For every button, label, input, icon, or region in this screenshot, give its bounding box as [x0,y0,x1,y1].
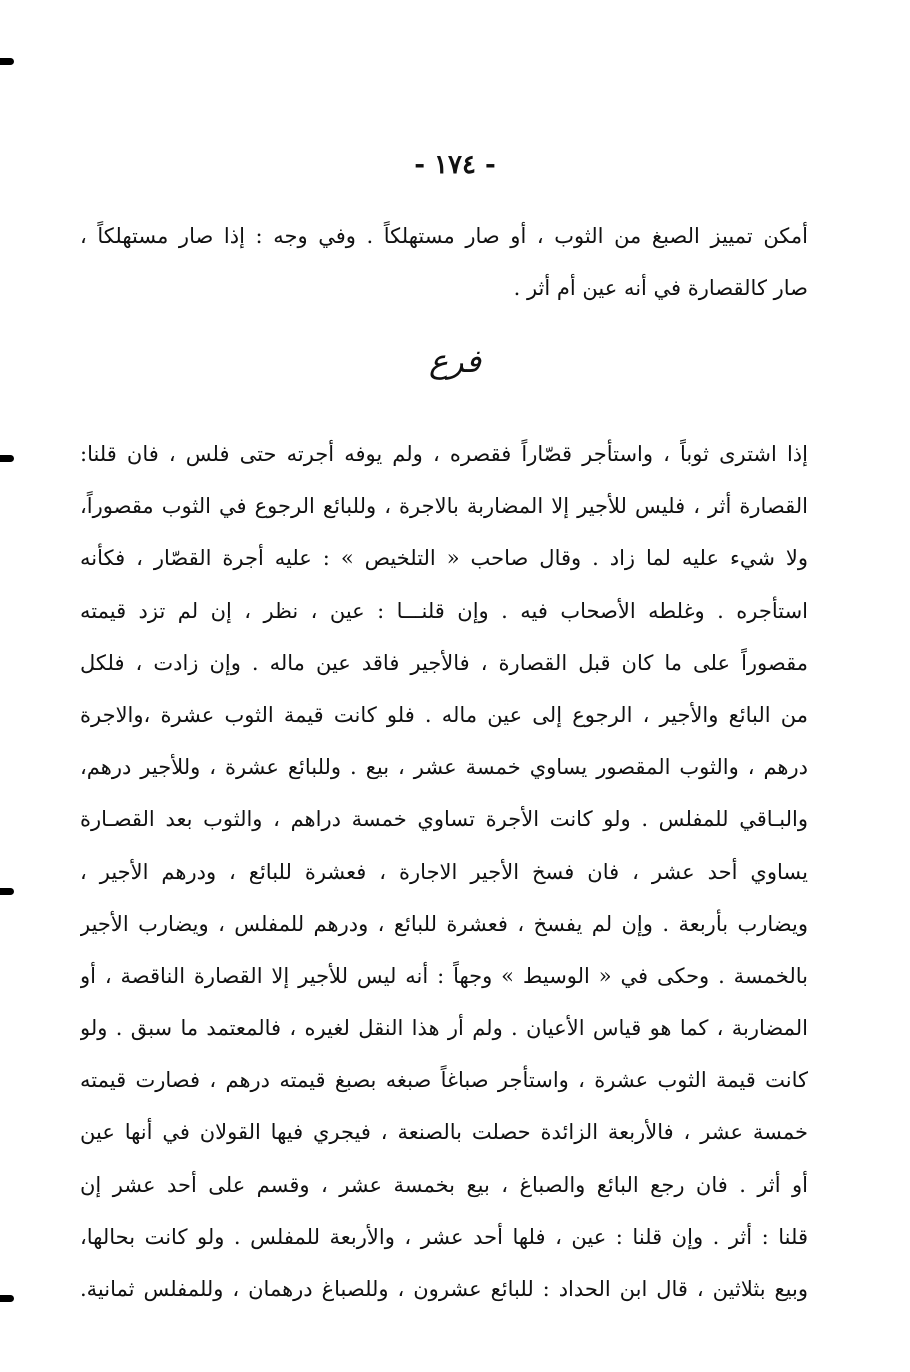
text-line: خمسة عشر ، فالأربعة الزائدة حصلت بالصنعة ، فيجري فيها القولان في أنها عين [80,1120,808,1145]
text-line: صار كالقصارة في أنه عين أم أثر . [513,276,808,301]
text-line: استأجره . وغلطه الأصحاب فيه . وإن قلنـــا : عين ، نظر ، إن لم تزد قيمته [80,598,808,623]
scan-edge-mark [0,1295,14,1302]
text-line: ولا شيء عليه لما زاد . وقال صاحب « التلخيص » : عليه أجرة القصّار ، فكأنه [80,546,808,571]
text-line: قلنا : أثر . وإن قلنا : عين ، فلها أحد عشر ، والأربعة للمفلس . ولو كانت بحالها، [80,1224,808,1249]
text-line: والبـاقي للمفلس . ولو كانت الأجرة تساوي خمسة دراهم ، والثوب بعد القصـارة [80,807,808,832]
text-line: مقصوراً على ما كان قبل القصارة ، فالأجير فاقد عين ماله . وإن زادت ، فلكل [80,650,808,675]
scan-edge-mark [0,455,14,462]
text-line: أمكن تمييز الصبغ من الثوب ، أو صار مستهلكاً . وفي وجه : إذا صار مستهلكاً ، [80,224,808,248]
text-line: القصارة أثر ، فليس للأجير إلا المضاربة بالاجرة ، وللبائع الرجوع في الثوب مقصوراً، [80,494,808,519]
body-paragraph [80,428,808,1315]
page-number: - ١٧٤ - [414,150,496,180]
text-line: كانت قيمة الثوب عشرة ، واستأجر صباغاً صبغه بصبغ قيمته درهم ، فصارت قيمته [80,1068,808,1093]
text-line: درهم ، والثوب المقصور يساوي خمسة عشر ، بيع . وللبائع عشرة ، وللأجير درهم، [80,755,808,780]
text-line: من البائع والأجير ، الرجوع إلى عين ماله . فلو كانت قيمة الثوب عشرة ،والاجرة [80,702,808,727]
text-line: أو أثر . فان رجع البائع والصباغ ، بيع بخمسة عشر ، وقسم على أحد عشر إن [80,1172,808,1197]
text-line: المضاربة ، كما هو قياس الأعيان . ولم أر هذا النقل لغيره ، فالمعتمد ما سبق . ولو [80,1016,808,1041]
text-line: وبيع بثلاثين ، قال ابن الحداد : للبائع عشرون ، وللصباغ درهمان ، وللمفلس ثمانية. [80,1277,808,1301]
text-line: بالخمسة . وحكى في « الوسيط » وجهاً : أنه ليس للأجير إلا القصارة الناقصة ، أو [80,963,808,988]
scan-edge-mark [0,58,14,65]
text-line: إذا اشترى ثوباً ، واستأجر قصّاراً فقصره ، ولم يوفه أجرته حتى فلس ، فان قلنا: [80,442,808,466]
text-line: يساوي أحد عشر ، فان فسخ الأجير الاجارة ، فعشرة للبائع ، ودرهم الأجير ، [80,859,808,884]
continuation-paragraph [80,210,808,314]
section-heading: فرع [428,342,482,380]
text-line: ويضارب بأربعة . وإن لم يفسخ ، فعشرة للبائع ، ودرهم للمفلس ، ويضارب الأجير [80,911,808,936]
scan-edge-mark [0,888,14,895]
